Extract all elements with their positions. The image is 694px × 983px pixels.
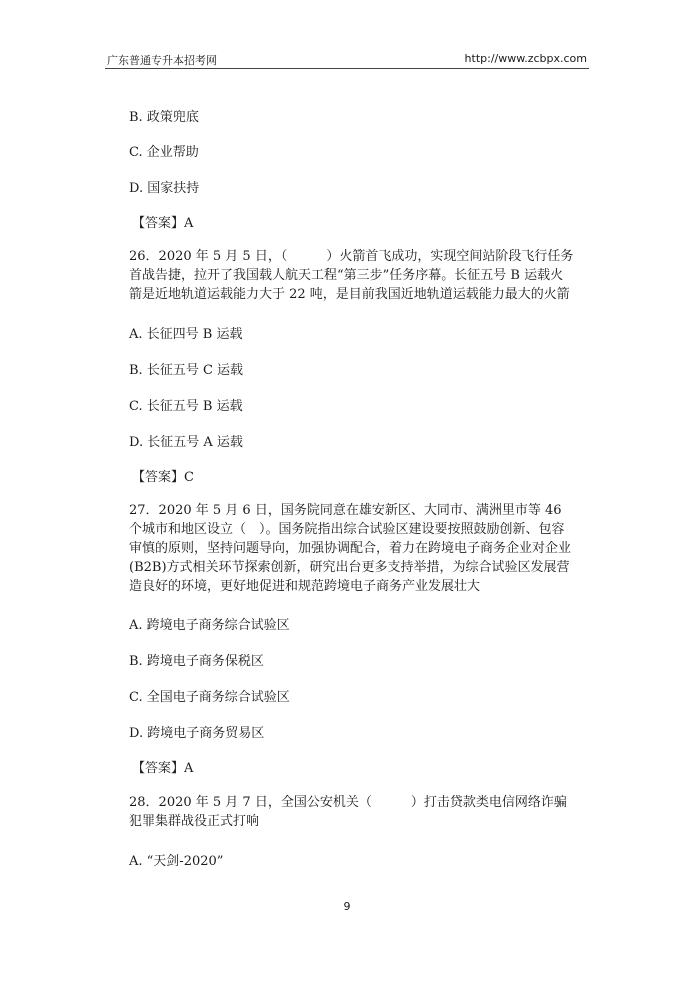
q25-option-d: D. 国家扶持 bbox=[129, 181, 200, 196]
q26-answer: 【答案】C bbox=[132, 470, 194, 485]
q27-option-a: A. 跨境电子商务综合试验区 bbox=[129, 618, 290, 633]
q27-option-b: B. 跨境电子商务保税区 bbox=[129, 654, 264, 669]
q26-option-c: C. 长征五号 B 运载 bbox=[129, 399, 243, 414]
q25-answer: 【答案】A bbox=[132, 216, 194, 231]
header-site-name: 广东普通专升本招考网 bbox=[107, 54, 217, 67]
q26-stem: 26．2020 年 5 月 5 日，（ ）火箭首飞成功，实现空间站阶段飞行任务首战告捷，拉开了我国载人航天工程“第三步”任务序幕。长征五号 B 运载火箭是近地轨道运载能力大于 22 吨，是目前我国近地轨道运载能力最大的火箭 bbox=[129, 249, 574, 302]
q27-option-c: C. 全国电子商务综合试验区 bbox=[129, 690, 290, 705]
q26-option-b: B. 长征五号 C 运载 bbox=[129, 363, 244, 378]
header-url[interactable]: http://www.zcbpx.com bbox=[464, 52, 587, 65]
q25-option-c: C. 企业帮助 bbox=[129, 145, 199, 160]
q27-answer: 【答案】A bbox=[132, 761, 194, 776]
q27-option-d: D. 跨境电子商务贸易区 bbox=[129, 726, 265, 741]
q26-option-d: D. 长征五号 A 运载 bbox=[129, 435, 243, 450]
q26-option-a: A. 长征四号 B 运载 bbox=[129, 327, 243, 342]
q28-stem: 28．2020 年 5 月 7 日，全国公安机关（ ）打击贷款类电信网络诈骗犯罪集群战役正式打响 bbox=[129, 795, 567, 829]
page-number: 9 bbox=[343, 900, 351, 913]
page-header bbox=[105, 50, 589, 69]
q28-option-a: A. “天剑-2020” bbox=[129, 854, 224, 869]
q27-stem: 27．2020 年 5 月 6 日，国务院同意在雄安新区、大同市、满洲里市等 46 个城市和地区设立（ ）。国务院指出综合试验区建设要按照鼓励创新、包容审慎的原则，坚持问题导向，加强协调配合，着力在跨境电子商务企业对企业(B2B)方式相关环节探索创新，研究出台更多支持举措，为综合试验区发展营造良好的环境，更好地促进和规范跨境电子商务产业发展壮大 bbox=[129, 503, 572, 594]
q25-option-b: B. 政策兜底 bbox=[129, 110, 199, 125]
